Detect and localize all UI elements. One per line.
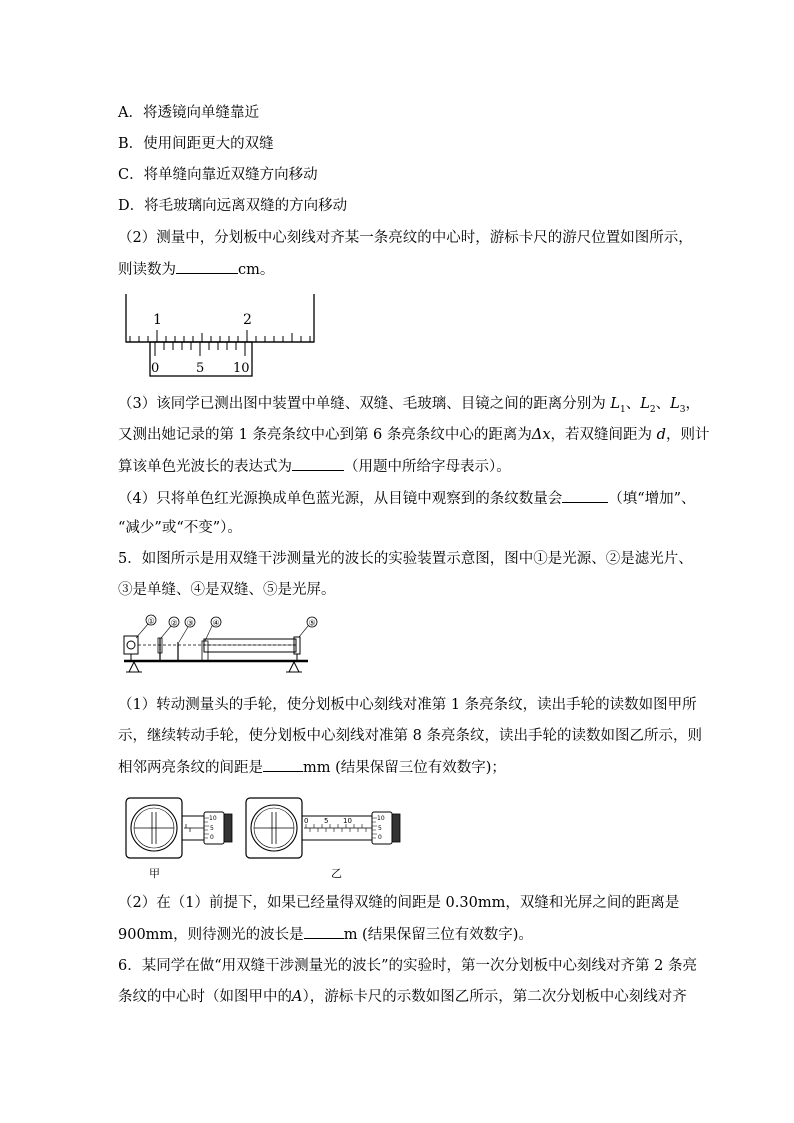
drum-label-0: 0 <box>210 834 214 841</box>
q4-part3-text: ，则计 <box>665 427 710 443</box>
sub-2: 2 <box>649 404 656 415</box>
scale-label-5: 5 <box>324 817 329 825</box>
main-scale-label-2: 2 <box>243 312 252 328</box>
q4-part2-line2 <box>118 259 274 280</box>
var-a: A <box>292 989 303 1005</box>
option-b: B．使用间距更大的双缝 <box>118 136 274 152</box>
option-c: C．将单缝向靠近双缝方向移动 <box>118 167 318 183</box>
q4-part2-line1: （2）测量中，分划板中心刻线对齐某一条亮纹的中心时，游标卡尺的游尺位置如图所示， <box>118 230 693 246</box>
scale-label-10: 10 <box>343 817 352 825</box>
main-scale-label-1: 1 <box>153 312 162 328</box>
var-d: d <box>656 427 666 443</box>
var-dx: Δx <box>531 427 551 443</box>
q4-part3-line3 <box>118 456 511 477</box>
vernier-label-5: 5 <box>196 361 205 376</box>
scale-label-0: 0 <box>304 817 309 825</box>
option-d: D．将毛玻璃向远离双缝的方向移动 <box>118 198 348 214</box>
answer-blank <box>176 259 238 274</box>
figure-label-jia: 甲 <box>149 867 160 880</box>
vernier-label-10: 10 <box>233 361 250 376</box>
micrometer-figure-yi <box>244 796 414 862</box>
double-slit-apparatus-figure <box>118 612 328 682</box>
q4-part3-text: ，若双缝间距为 <box>550 427 657 443</box>
q5-part2-text: 900mm，则待测光的波长是 <box>118 927 304 943</box>
q5-part1-line1: （1）转动测量头的手轮，使分划板中心刻线对准第 1 条亮条纹，读出手轮的读数如图甲所 <box>118 697 697 713</box>
q4-part4-text: （填“增加”、 <box>608 491 696 507</box>
drum-label-5: 5 <box>378 825 382 832</box>
answer-blank <box>292 456 344 471</box>
label-double-slit: ④ <box>212 618 220 628</box>
label-screen: ⑤ <box>308 618 316 628</box>
q6-line2 <box>118 987 687 1007</box>
q4-part4-line1 <box>118 488 696 509</box>
drum-label-10: 10 <box>377 815 385 822</box>
var-l2: L <box>640 396 650 412</box>
label-light-source: ① <box>147 616 155 626</box>
q5-part2-text: m (结果保留三位有效数字)。 <box>343 927 533 943</box>
sep: 、 <box>625 396 641 412</box>
figure-label-yi: 乙 <box>331 867 342 880</box>
q4-part3-line1 <box>118 394 700 420</box>
q4-part4-text: （4）只将单色红光源换成单色蓝光源，从目镜中观察到的条纹数量会 <box>118 491 563 507</box>
q6-line1: 6．某同学在做“用双缝干涉测量光的波长”的实验时，第一次分划板中心刻线对齐第 2 条亮 <box>118 958 697 974</box>
q4-part3-text: （用题中所给字母表示）。 <box>344 459 511 475</box>
answer-blank <box>562 488 608 503</box>
q4-part3-line2 <box>118 425 709 445</box>
sub-3: 3 <box>679 404 686 415</box>
sep: ， <box>685 396 700 412</box>
q5-stem-line2: ③是单缝、④是双缝、⑤是光屏。 <box>118 582 336 598</box>
q5-part1-text: 相邻两亮条纹的间距是 <box>118 760 263 776</box>
q4-part4-line2: “减少”或“不变”）。 <box>118 520 242 536</box>
q4-part3-text: （3）该同学已测出图中装置中单缝、双缝、毛玻璃、目镜之间的距离分别为 <box>118 396 611 412</box>
q6-text: ），游标卡尺的示数如图乙所示，第二次分划板中心刻线对齐 <box>302 989 687 1005</box>
answer-blank <box>263 757 303 772</box>
q4-part3-text: 算该单色光波长的表达式为 <box>118 459 292 475</box>
answer-blank <box>304 924 344 939</box>
q5-part1-line3 <box>118 757 506 778</box>
q4-part2-prefix: 则读数为 <box>118 262 176 278</box>
sep: 、 <box>655 396 671 412</box>
q4-part3-text: 又测出她记录的第 1 条亮条纹中心到第 6 条亮条纹中心的距离为 <box>118 427 532 443</box>
label-filter: ② <box>170 618 178 628</box>
vernier-label-0: 0 <box>151 361 160 376</box>
q6-text: 条纹的中心时（如图甲中的 <box>118 989 292 1005</box>
var-l3: L <box>670 396 680 412</box>
q4-part2-suffix: cm。 <box>238 262 275 278</box>
q5-part2-line2 <box>118 924 533 945</box>
option-a: A．将透镜向单缝靠近 <box>118 105 259 121</box>
drum-label-5: 5 <box>210 825 214 832</box>
var-l1: L <box>610 396 620 412</box>
vernier-caliper-figure <box>118 290 318 380</box>
label-single-slit: ③ <box>186 618 194 628</box>
micrometer-figure-jia <box>124 796 234 862</box>
q5-part1-line2: 示，继续转动手轮，使分划板中心刻线对准第 8 条亮条纹，读出手轮的读数如图乙所示，则 <box>118 728 702 744</box>
sub-1: 1 <box>619 404 626 415</box>
drum-label-0: 0 <box>378 834 382 841</box>
drum-label-10: 10 <box>209 815 217 822</box>
q5-part1-text: mm (结果保留三位有效数字)； <box>303 760 506 776</box>
q5-part2-line1: （2）在（1）前提下，如果已经量得双缝的间距是 0.30mm，双缝和光屏之间的距离是 <box>118 895 680 911</box>
q5-stem-line1: 5．如图所示是用双缝干涉测量光的波长的实验装置示意图，图中①是光源、②是滤光片、 <box>118 551 693 567</box>
